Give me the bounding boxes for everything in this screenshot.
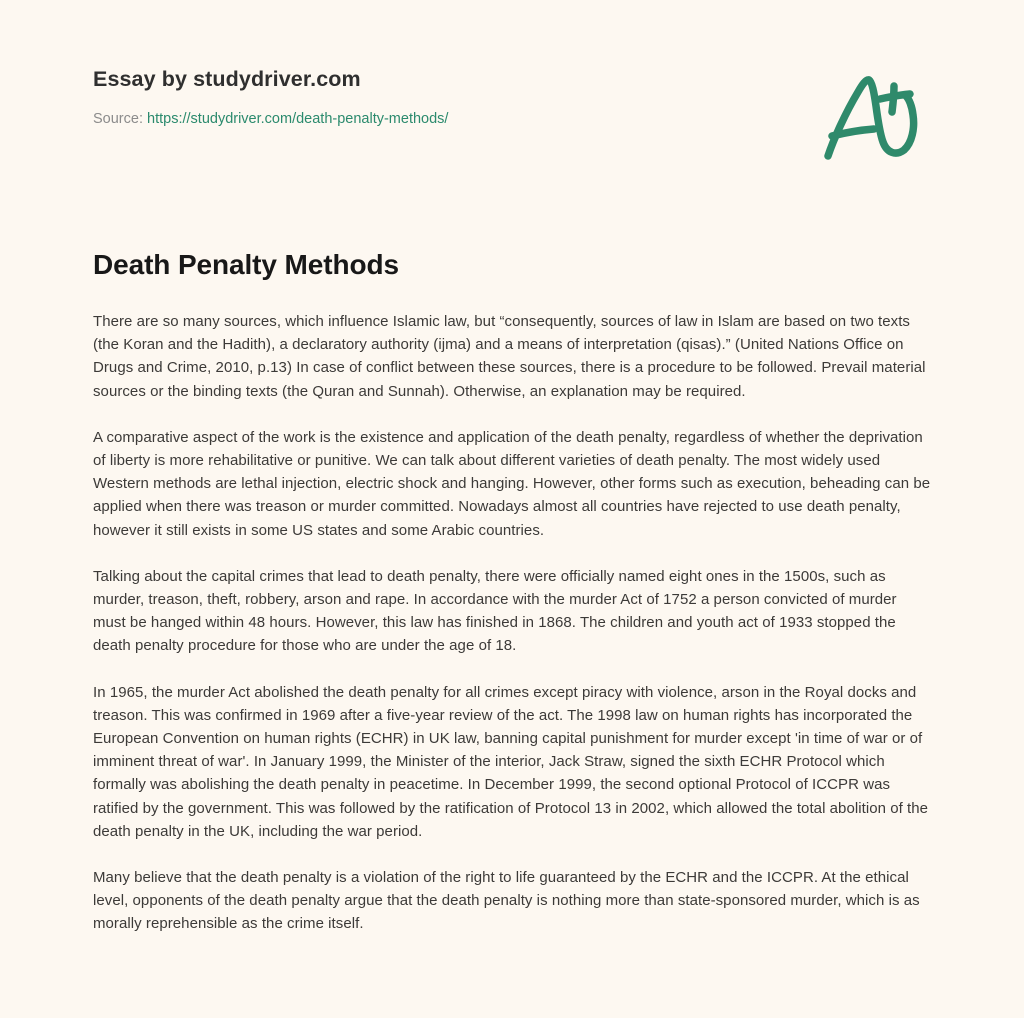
paragraph: A comparative aspect of the work is the existence and application of the death penalty, regardless of whether the deprivation of liberty is more rehabilitative or punitive. We can talk about different varieties of death penalty. The most widely used Western methods are lethal injection, electric shock and hanging. However, other forms such as execution, beheading can be applied when there was treason or murder committed. Nowadays almost all countries have rejected to use death penalty, however it still exists in some US states and some Arabic countries.: [93, 428, 931, 539]
page-title: Death Penalty Methods: [93, 249, 399, 280]
brand-title: Essay by studydriver.com: [93, 67, 361, 91]
source-label: Source:: [93, 110, 143, 127]
paragraph: Many believe that the death penalty is a violation of the right to life guaranteed by the ECHR and the ICCPR. At the ethical level, opponents of the death penalty argue that the death penalty is nothing more than state-sponsored murder, which is as morally reprehensible as the crime itself.: [93, 869, 920, 933]
studydriver-a-plus-logo: [812, 68, 932, 168]
paragraph: There are so many sources, which influence Islamic law, but “consequently, sources of law in Islam are based on two texts (the Koran and the Hadith), a declaratory authority (ijma) and a means of interpretation (qisas).” (United Nations Office on Drugs and Crime, 2010, p.13) In case of conflict between these sources, there is a procedure to be followed. Prevail material sources or the binding texts (the Quran and Sunnah). Otherwise, an explanation may be required.: [93, 313, 926, 400]
source-url-link[interactable]: https://studydriver.com/death-penalty-methods/: [147, 110, 449, 127]
paragraph: Talking about the capital crimes that lead to death penalty, there were officially named eight ones in the 1500s, such as murder, treason, theft, robbery, arson and rape. In accordance with the murder Act of 1752 a person convicted of murder must be hanged within 48 hours. However, this law has finished in 1868. The children and youth act of 1933 stopped the death penalty procedure for those who are under the age of 18.: [93, 567, 897, 655]
source-line: [93, 110, 933, 129]
paragraph: In 1965, the murder Act abolished the death penalty for all crimes except piracy with violence, arson in the Royal docks and treason. This was confirmed in 1969 after a five-year review of the act. The 1998 law on human rights has incorporated the European Convention on human rights (ECHR) in UK law, banning capital punishment for murder except 'in time of war or of imminent threat of war'. In January 1999, the Minister of the interior, Jack Straw, signed the sixth ECHR Protocol which formally was abolishing the death penalty in peacetime. In December 1999, the second optional Protocol of ICCPR was ratified by the government. This was followed by the ratification of Protocol 13 in 2002, which allowed the total abolition of the death penalty in the UK, including the war period.: [93, 683, 929, 840]
page-header: [93, 66, 933, 129]
a-plus-icon: [812, 68, 932, 168]
article-body: [93, 310, 933, 936]
